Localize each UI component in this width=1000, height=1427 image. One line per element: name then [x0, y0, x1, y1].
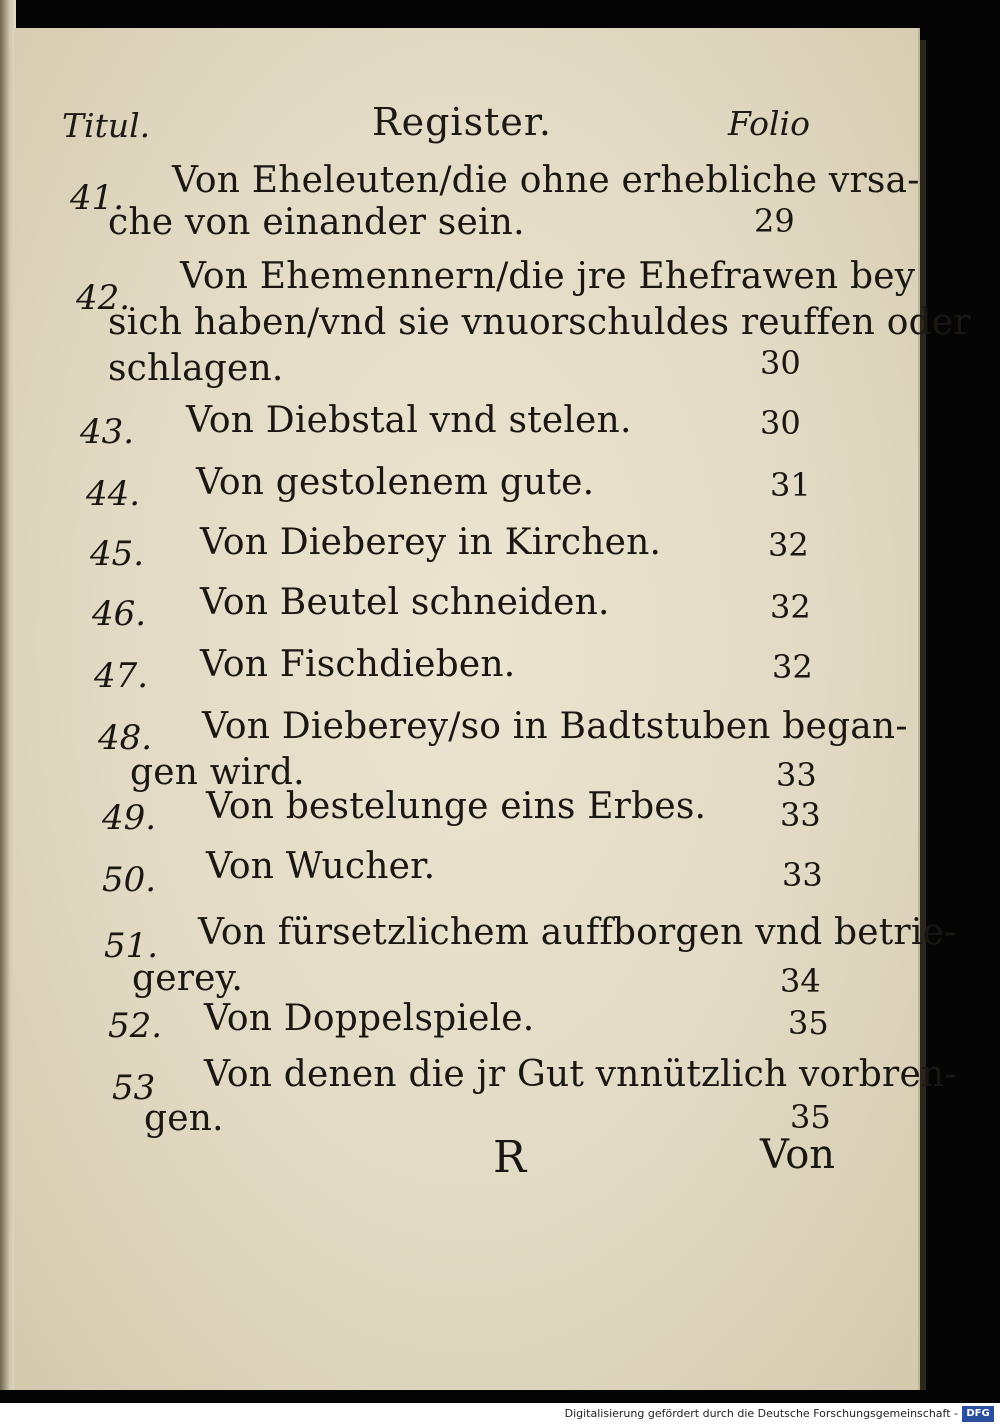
entry-folio: 34	[780, 962, 821, 1000]
entry-line: Von Dieberey/so in Badtstuben began-	[202, 706, 908, 747]
entry-line: Von Doppelspiele.	[204, 998, 535, 1039]
header-folio: Folio	[728, 104, 810, 143]
entry-folio: 32	[770, 588, 811, 626]
entry-folio: 35	[790, 1098, 831, 1136]
entry-line: schlagen.	[108, 348, 284, 389]
entry-number: 47.	[94, 656, 149, 696]
entry-line: Von Ehemennern/die jre Ehefrawen bey	[180, 256, 916, 297]
entry-number: 49.	[102, 798, 157, 838]
entry-folio: 29	[754, 202, 795, 240]
entry-folio: 32	[768, 526, 809, 564]
entry-line: Von denen die jr Gut vnnützlich vorbren-	[204, 1054, 957, 1095]
entry-folio: 33	[776, 756, 817, 794]
header-register: Register.	[372, 100, 552, 144]
entry-line: gen wird.	[130, 752, 305, 793]
header-titul: Titul.	[62, 106, 151, 145]
entry-number: 46.	[92, 594, 147, 634]
dfg-logo: DFG	[962, 1406, 994, 1422]
entry-line: Von bestelunge eins Erbes.	[206, 786, 707, 827]
entry-folio: 30	[760, 344, 801, 382]
entry-number: 42.	[76, 278, 131, 318]
entry-line: gen.	[144, 1098, 224, 1139]
signature-mark: R	[493, 1132, 527, 1183]
entry-folio: 33	[780, 796, 821, 834]
entry-number: 44.	[86, 474, 141, 514]
entry-folio: 31	[770, 466, 811, 504]
entry-number: 50.	[102, 860, 157, 900]
entry-line: Von Beutel schneiden.	[200, 582, 610, 623]
entry-line: Von Wucher.	[206, 846, 436, 887]
entry-line: Von Diebstal vnd stelen.	[186, 400, 632, 441]
entry-line: Von Dieberey in Kirchen.	[200, 522, 662, 563]
entry-line: Von Fischdieben.	[200, 644, 516, 685]
entry-line: che von einander sein.	[108, 202, 525, 243]
entry-number: 52.	[108, 1006, 163, 1046]
entry-line: Von Eheleuten/die ohne erhebliche vrsa-	[172, 160, 920, 201]
entry-number: 45.	[90, 534, 145, 574]
entry-number: 51.	[104, 926, 159, 966]
entry-number: 53	[112, 1068, 156, 1108]
entry-line: Von fürsetzlichem auffborgen vnd betrie-	[198, 912, 957, 953]
entry-line: Von gestolenem gute.	[196, 462, 595, 503]
footer-credit: Digitalisierung gefördert durch die Deutsche Forschungsgemeinschaft -	[564, 1407, 958, 1420]
entry-number: 43.	[80, 412, 135, 452]
entry-folio: 32	[772, 648, 813, 686]
entry-number: 41.	[70, 178, 125, 218]
entry-number: 48.	[98, 718, 153, 758]
entry-folio: 35	[788, 1004, 829, 1042]
entry-folio: 30	[760, 404, 801, 442]
entry-line: gerey.	[132, 958, 244, 999]
catchword: Von	[760, 1132, 836, 1178]
entry-folio: 33	[782, 856, 823, 894]
entry-line: sich haben/vnd sie vnuorschuldes reuffen oder	[108, 302, 971, 343]
